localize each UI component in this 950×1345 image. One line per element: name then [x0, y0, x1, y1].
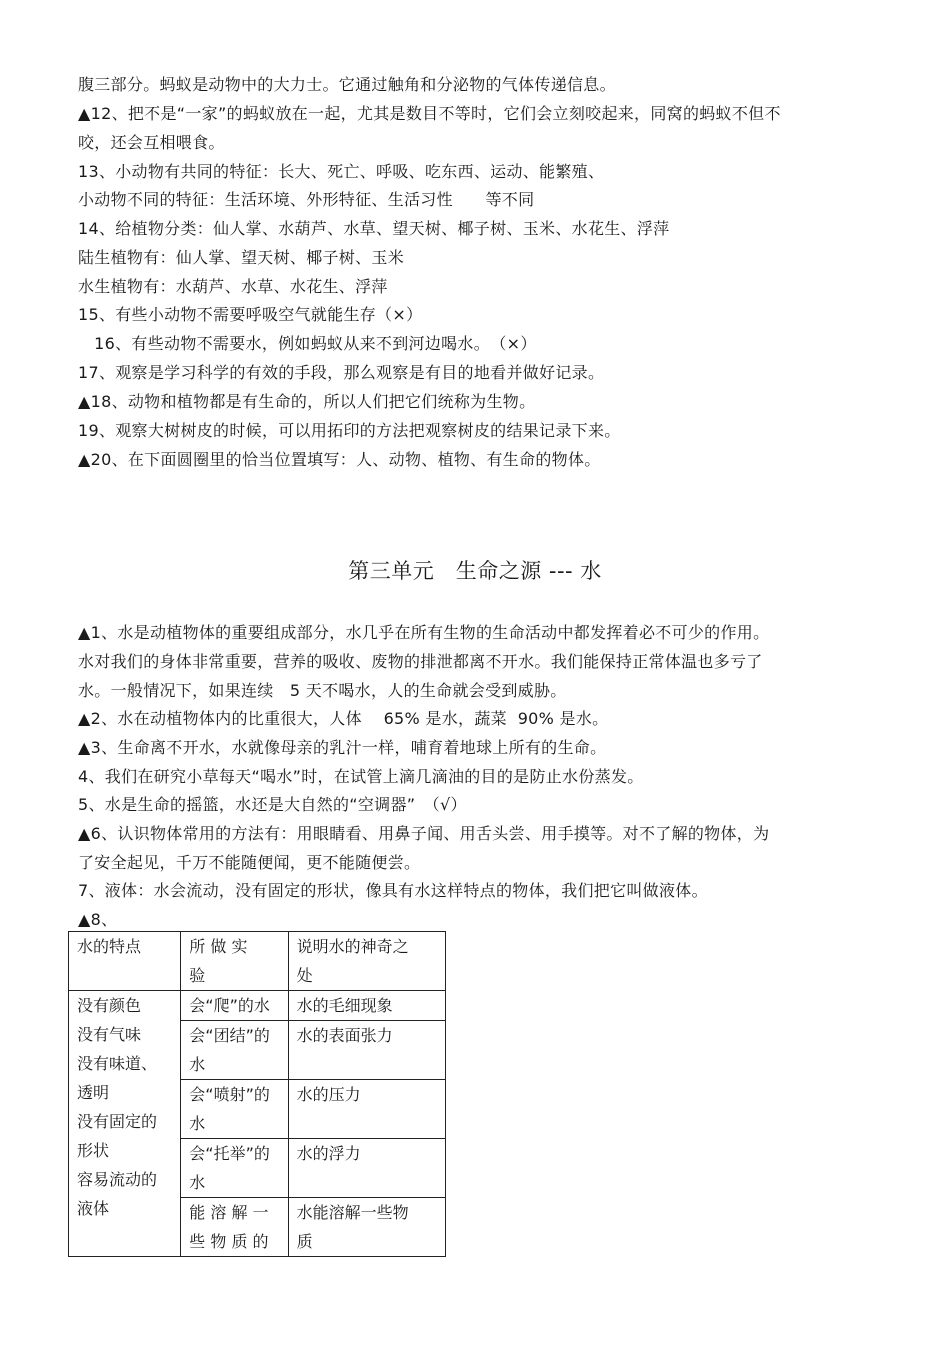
text-line: 7、液体：水会流动，没有固定的形状，像具有水这样特点的物体，我们把它叫做液体。	[78, 881, 708, 900]
text-line: 16、有些动物不需要水，例如蚂蚁从来不到河边喝水。 （×）	[78, 334, 537, 353]
table-header-row	[69, 932, 446, 991]
text-line: 15、有些小动物不需要呼吸空气就能生存（×）	[78, 305, 423, 324]
text-line: ▲12、把不是“一家”的蚂蚁放在一起，尤其是数目不等时，它们会立刻咬起来，同窝的蚂蚁不但不	[78, 104, 781, 123]
meaning-cell: 水的浮力	[288, 1139, 445, 1198]
text-line: 水生植物有：水葫芦、水草、水花生、浮萍	[78, 277, 388, 296]
text-line: ▲20、在下面圆圈里的恰当位置填写：人、动物、植物、有生命的物体。	[78, 450, 601, 469]
text-line: ▲2、水在动植物体内的比重很大，人体 65% 是水，蔬菜 90% 是水。	[78, 709, 609, 728]
table-header-cell: 水的特点	[69, 932, 181, 991]
water-properties-table	[68, 931, 446, 1257]
text-line: 5、水是生命的摇篮，水还是大自然的“空调器” （√）	[78, 795, 467, 814]
text-line: ▲8、	[78, 910, 118, 929]
text-line: ▲1、水是动植物体的重要组成部分，水几乎在所有生物的生命活动中都发挥着必不可少的作用。	[78, 623, 770, 642]
text-line: 小动物不同的特征：生活环境、外形特征、生活习性 等不同	[78, 190, 535, 209]
table-header-cell: 说明水的神奇之 处	[288, 932, 445, 991]
text-line: ▲6、认识物体常用的方法有：用眼睛看、用鼻子闻、用舌头尝、用手摸等。对不了解的物体，为	[78, 824, 770, 843]
text-line: 13、小动物有共同的特征：长大、死亡、呼吸、吃东西、运动、能繁殖、	[78, 162, 605, 181]
meaning-cell: 水的表面张力	[288, 1021, 445, 1080]
text-line: 水对我们的身体非常重要，营养的吸收、废物的排泄都离不开水。我们能保持正常体温也多亏了	[78, 652, 763, 671]
text-line: 14、给植物分类：仙人掌、水葫芦、水草、望天树、椰子树、玉米、水花生、浮萍	[78, 219, 670, 238]
table-header-cell: 所 做 实 验	[181, 932, 288, 991]
meaning-cell: 水能溶解一些物 质	[288, 1198, 445, 1257]
text-line: 咬，还会互相喂食。	[78, 133, 225, 152]
meaning-cell: 水的毛细现象	[288, 991, 445, 1021]
experiment-cell: 会“喷射”的 水	[181, 1080, 288, 1139]
text-line: 19、观察大树树皮的时候，可以用拓印的方法把观察树皮的结果记录下来。	[78, 421, 621, 440]
table-row	[69, 991, 446, 1021]
text-line: 17、观察是学习科学的有效的手段，那么观察是有目的地看并做好记录。	[78, 363, 605, 382]
experiment-cell: 会“托举”的 水	[181, 1139, 288, 1198]
experiment-cell: 能 溶 解 一 些 物 质 的	[181, 1198, 288, 1257]
text-line: ▲18、动物和植物都是有生命的，所以人们把它们统称为生物。	[78, 392, 536, 411]
experiment-cell: 会“爬”的水	[181, 991, 288, 1021]
text-line: 4、我们在研究小草每天“喝水”时，在试管上滴几滴油的目的是防止水份蒸发。	[78, 767, 644, 786]
section-title: 第三单元 生命之源 --- 水	[348, 559, 602, 583]
text-line: 腹三部分。蚂蚁是动物中的大力士。它通过触角和分泌物的气体传递信息。	[78, 75, 616, 94]
properties-cell: 没有颜色 没有气味 没有味道、 透明 没有固定的 形状 容易流动的 液体	[69, 991, 181, 1257]
text-line: 水。一般情况下，如果连续 5 天不喝水，人的生命就会受到威胁。	[78, 681, 567, 700]
text-line: 了安全起见，千万不能随便闻，更不能随便尝。	[78, 853, 421, 872]
text-line: 陆生植物有：仙人掌、望天树、椰子树、玉米	[78, 248, 405, 267]
text-line: ▲3、生命离不开水，水就像母亲的乳汁一样，哺育着地球上所有的生命。	[78, 738, 607, 757]
experiment-cell: 会“团结”的 水	[181, 1021, 288, 1080]
meaning-cell: 水的压力	[288, 1080, 445, 1139]
